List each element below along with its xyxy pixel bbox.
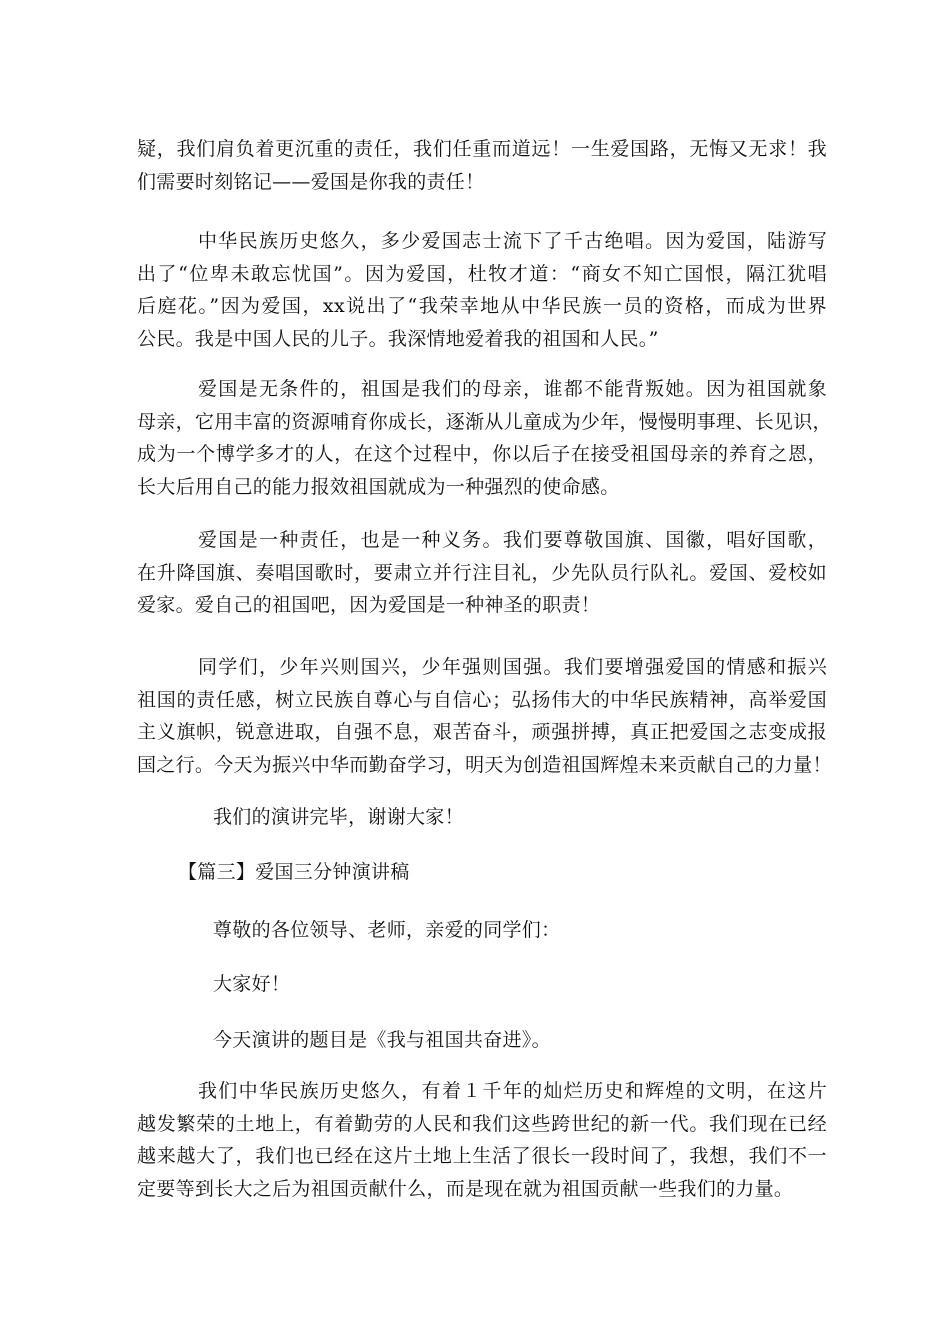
text-line: 国之行。今天为振兴中华而勤奋学习，明天为创造祖国辉煌未来贡献自己的力量！	[137, 753, 832, 776]
text-line: 爱国是无条件的，祖国是我们的母亲，谁都不能背叛她。因为祖国就象	[137, 378, 827, 400]
paragraph-duty	[137, 524, 827, 622]
paragraph-contribution	[137, 1075, 827, 1205]
text-line: 越发繁荣的土地上，有着勤劳的人民和我们这些跨世纪的新一代。我们现在已经	[137, 1112, 827, 1135]
salutation: 尊敬的各位领导、老师，亲爱的同学们：	[213, 919, 561, 941]
text-line: 疑，我们肩负着更沉重的责任，我们任重而道远！一生爱国路，无悔又无求！我	[137, 138, 827, 160]
text-line: 爱国是一种责任，也是一种义务。我们要尊敬国旗、国徽，唱好国歌，	[137, 529, 827, 551]
greeting: 大家好！	[213, 973, 291, 995]
text-line: 主义旗帜，锐意进取，自强不息，艰苦奋斗，顽强拼搏，真正把爱国之志变成报	[137, 721, 827, 743]
section-heading: 【篇三】爱国三分钟演讲稿	[178, 861, 410, 883]
text-line: 们需要时刻铭记——爱国是你我的责任！	[137, 170, 485, 193]
closing-line: 我们的演讲完毕，谢谢大家！	[213, 806, 464, 828]
paragraph-unconditional-love	[137, 373, 832, 503]
speech-topic: 今天演讲的题目是《我与祖国共奋进》。	[213, 1029, 551, 1051]
text-line: 中华民族历史悠久，多少爱国志士流下了千古绝唱。因为爱国，陆游写	[137, 230, 827, 252]
text-line: 成为一个博学多才的人，在这个过程中，你以后子在接受祖国母亲的养育之恩，	[137, 443, 827, 465]
paragraph-patriots-history	[137, 225, 827, 355]
text-line: 公民。我是中国人民的儿子。我深情地爱着我的祖国和人民。”	[137, 327, 659, 350]
text-line: 同学们，少年兴则国兴，少年强则国强。我们要增强爱国的情感和振兴	[137, 656, 827, 678]
text-line: 祖国的责任感，树立民族自尊心与自信心；弘扬伟大的中华民族精神，高举爱国	[137, 688, 827, 711]
text-line: 爱家。爱自己的祖国吧，因为爱国是一种神圣的职责！	[137, 594, 601, 616]
text-line: 定要等到长大之后为祖国贡献什么，而是现在就为祖国贡献一些我们的力量。	[137, 1177, 794, 1200]
paragraph-youth	[137, 651, 832, 781]
text-line: 出了“位卑未敢忘忧国”。因为爱国，杜牧才道：“商女不知亡国恨，隔江犹唱	[137, 262, 827, 285]
text-line: 长大后用自己的能力报效祖国就成为一种强烈的使命感。	[137, 475, 620, 498]
text-line: 母亲，它用丰富的资源哺育你成长，逐渐从儿童成为少年，慢慢明事理、长见识，	[137, 410, 832, 433]
text-line: 在升降国旗、奏唱国歌时，要肃立并行注目礼，少先队员行队礼。爱国、爱校如	[137, 561, 827, 584]
text-line: 越来越大了，我们也已经在这片土地上生活了很长一段时间了，我想，我们不一	[137, 1145, 827, 1167]
paragraph-responsibility-ending	[137, 133, 827, 198]
text-line: 后庭花。”因为爱国，xx说出了“我荣幸地从中华民族一员的资格，而成为世界	[137, 295, 827, 317]
text-line: 我们中华民族历史悠久，有着１千年的灿烂历史和辉煌的文明，在这片	[137, 1080, 827, 1102]
